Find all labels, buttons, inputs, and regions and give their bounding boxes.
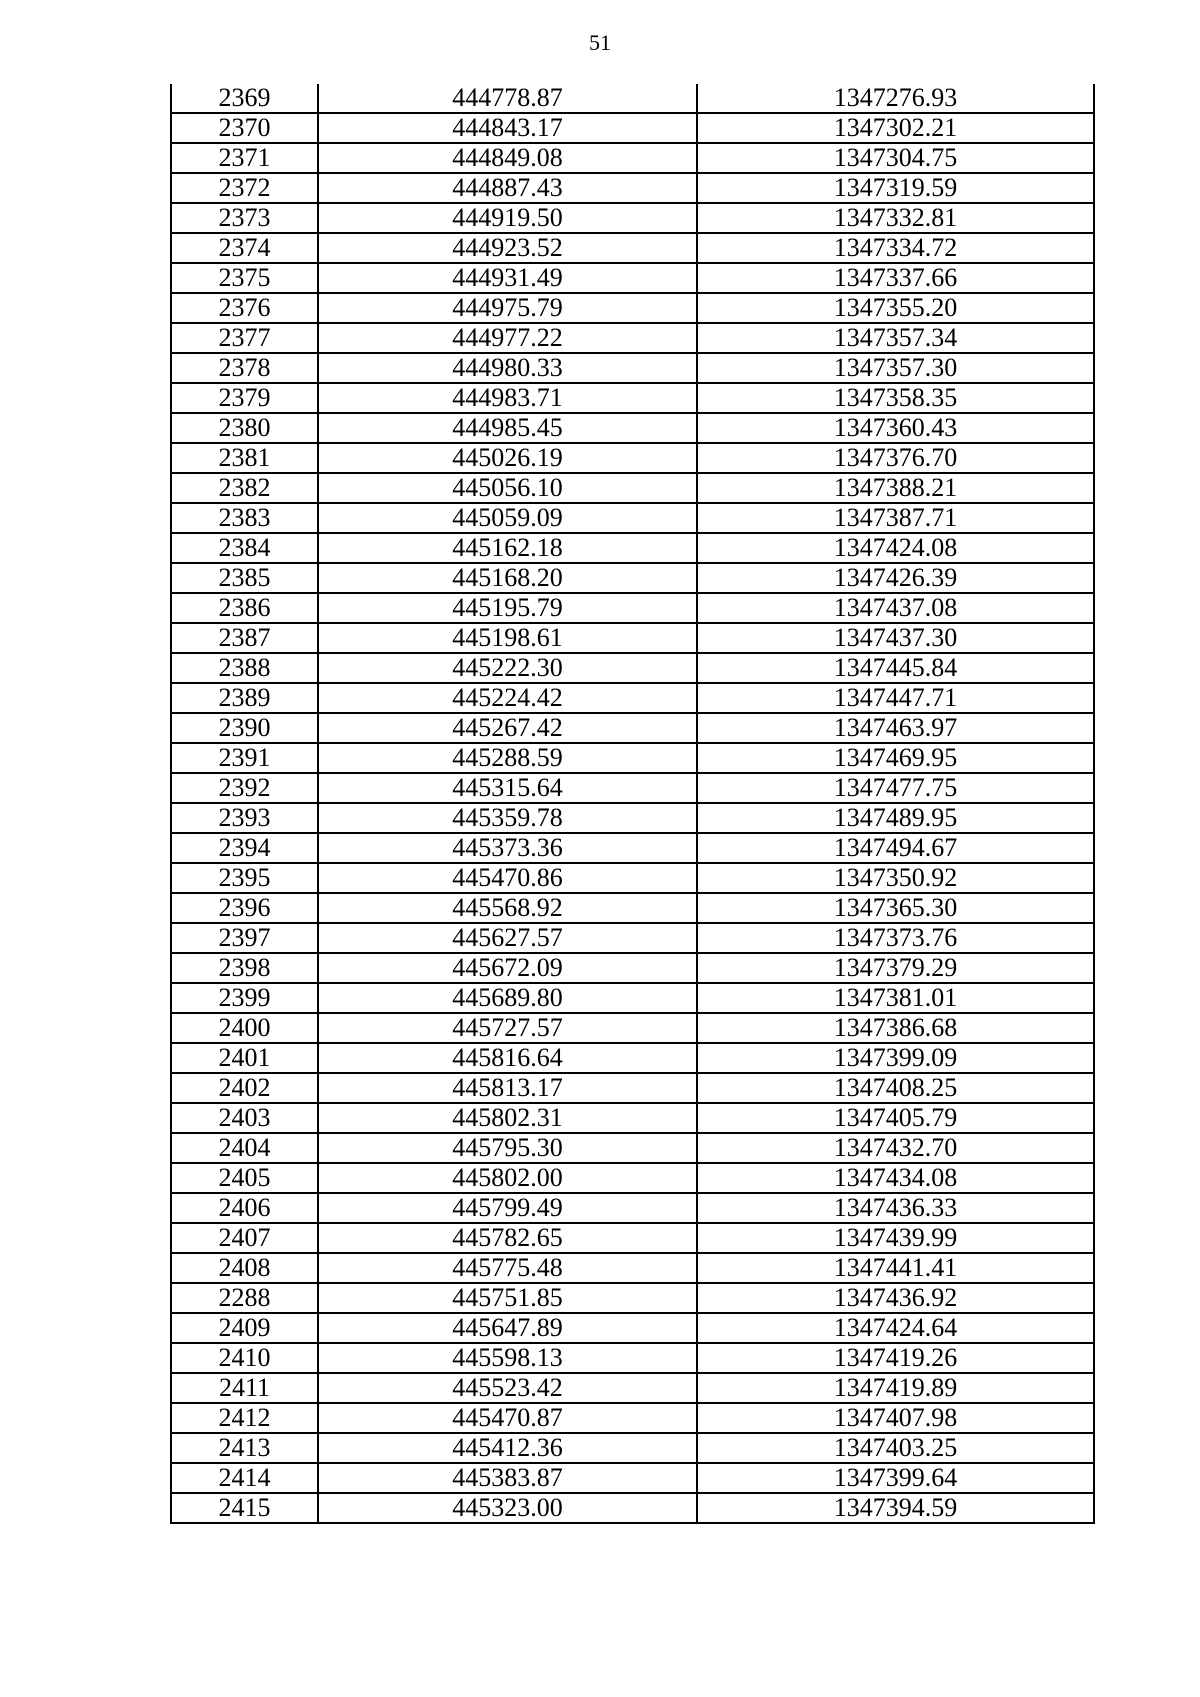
y-coordinate-cell: 1347357.34 <box>697 323 1094 353</box>
y-coordinate-cell: 1347399.64 <box>697 1463 1094 1493</box>
point-number-cell: 2390 <box>171 713 318 743</box>
x-coordinate-cell: 445323.00 <box>318 1493 697 1523</box>
point-number-cell: 2393 <box>171 803 318 833</box>
x-coordinate-cell: 445802.00 <box>318 1163 697 1193</box>
table-row <box>171 713 1094 743</box>
table-row <box>171 923 1094 953</box>
point-number-cell: 2376 <box>171 293 318 323</box>
y-coordinate-cell: 1347304.75 <box>697 143 1094 173</box>
table-row <box>171 1493 1094 1523</box>
y-coordinate-cell: 1347332.81 <box>697 203 1094 233</box>
x-coordinate-cell: 445222.30 <box>318 653 697 683</box>
point-number-cell: 2369 <box>171 84 318 113</box>
x-coordinate-cell: 445782.65 <box>318 1223 697 1253</box>
table-row <box>171 1343 1094 1373</box>
table-row <box>171 1403 1094 1433</box>
table-row <box>171 623 1094 653</box>
x-coordinate-cell: 444975.79 <box>318 293 697 323</box>
y-coordinate-cell: 1347408.25 <box>697 1073 1094 1103</box>
y-coordinate-cell: 1347373.76 <box>697 923 1094 953</box>
x-coordinate-cell: 445802.31 <box>318 1103 697 1133</box>
table-row <box>171 1043 1094 1073</box>
table-row <box>171 1073 1094 1103</box>
table-row <box>171 383 1094 413</box>
table-row <box>171 1223 1094 1253</box>
x-coordinate-cell: 445751.85 <box>318 1283 697 1313</box>
table-row <box>171 143 1094 173</box>
x-coordinate-cell: 445627.57 <box>318 923 697 953</box>
table-row <box>171 1313 1094 1343</box>
table-row <box>171 323 1094 353</box>
point-number-cell: 2407 <box>171 1223 318 1253</box>
point-number-cell: 2391 <box>171 743 318 773</box>
x-coordinate-cell: 444980.33 <box>318 353 697 383</box>
x-coordinate-cell: 445059.09 <box>318 503 697 533</box>
x-coordinate-cell: 444985.45 <box>318 413 697 443</box>
point-number-cell: 2400 <box>171 1013 318 1043</box>
point-number-cell: 2415 <box>171 1493 318 1523</box>
point-number-cell: 2382 <box>171 473 318 503</box>
point-number-cell: 2399 <box>171 983 318 1013</box>
table-row <box>171 1133 1094 1163</box>
table-row <box>171 263 1094 293</box>
table-row <box>171 983 1094 1013</box>
y-coordinate-cell: 1347437.08 <box>697 593 1094 623</box>
y-coordinate-cell: 1347434.08 <box>697 1163 1094 1193</box>
table-row <box>171 743 1094 773</box>
table-row <box>171 353 1094 383</box>
point-number-cell: 2375 <box>171 263 318 293</box>
x-coordinate-cell: 445598.13 <box>318 1343 697 1373</box>
y-coordinate-cell: 1347360.43 <box>697 413 1094 443</box>
x-coordinate-cell: 445373.36 <box>318 833 697 863</box>
x-coordinate-cell: 445470.87 <box>318 1403 697 1433</box>
page-number: 51 <box>589 30 611 55</box>
y-coordinate-cell: 1347357.30 <box>697 353 1094 383</box>
y-coordinate-cell: 1347424.64 <box>697 1313 1094 1343</box>
point-number-cell: 2410 <box>171 1343 318 1373</box>
x-coordinate-cell: 445195.79 <box>318 593 697 623</box>
x-coordinate-cell: 445056.10 <box>318 473 697 503</box>
y-coordinate-cell: 1347319.59 <box>697 173 1094 203</box>
y-coordinate-cell: 1347337.66 <box>697 263 1094 293</box>
y-coordinate-cell: 1347302.21 <box>697 113 1094 143</box>
point-number-cell: 2387 <box>171 623 318 653</box>
point-number-cell: 2409 <box>171 1313 318 1343</box>
y-coordinate-cell: 1347463.97 <box>697 713 1094 743</box>
table-row <box>171 503 1094 533</box>
point-number-cell: 2395 <box>171 863 318 893</box>
x-coordinate-cell: 444983.71 <box>318 383 697 413</box>
table-row <box>171 1433 1094 1463</box>
x-coordinate-cell: 445795.30 <box>318 1133 697 1163</box>
table-row <box>171 1193 1094 1223</box>
point-number-cell: 2373 <box>171 203 318 233</box>
table-row <box>171 1163 1094 1193</box>
x-coordinate-cell: 444887.43 <box>318 173 697 203</box>
x-coordinate-cell: 445315.64 <box>318 773 697 803</box>
point-number-cell: 2398 <box>171 953 318 983</box>
table-row <box>171 443 1094 473</box>
x-coordinate-cell: 445727.57 <box>318 1013 697 1043</box>
x-coordinate-cell: 444923.52 <box>318 233 697 263</box>
x-coordinate-cell: 445523.42 <box>318 1373 697 1403</box>
point-number-cell: 2385 <box>171 563 318 593</box>
y-coordinate-cell: 1347334.72 <box>697 233 1094 263</box>
table-row <box>171 203 1094 233</box>
x-coordinate-cell: 445267.42 <box>318 713 697 743</box>
point-number-cell: 2394 <box>171 833 318 863</box>
point-number-cell: 2388 <box>171 653 318 683</box>
x-coordinate-cell: 445799.49 <box>318 1193 697 1223</box>
x-coordinate-cell: 444778.87 <box>318 84 697 113</box>
y-coordinate-cell: 1347388.21 <box>697 473 1094 503</box>
y-coordinate-cell: 1347399.09 <box>697 1043 1094 1073</box>
x-coordinate-cell: 445383.87 <box>318 1463 697 1493</box>
point-number-cell: 2403 <box>171 1103 318 1133</box>
point-number-cell: 2378 <box>171 353 318 383</box>
x-coordinate-cell: 445689.80 <box>318 983 697 1013</box>
table-row <box>171 413 1094 443</box>
table-row <box>171 833 1094 863</box>
y-coordinate-cell: 1347419.89 <box>697 1373 1094 1403</box>
y-coordinate-cell: 1347355.20 <box>697 293 1094 323</box>
x-coordinate-cell: 444919.50 <box>318 203 697 233</box>
table-row <box>171 1103 1094 1133</box>
point-number-cell: 2412 <box>171 1403 318 1433</box>
x-coordinate-cell: 445168.20 <box>318 563 697 593</box>
table-row <box>171 593 1094 623</box>
table-row <box>171 803 1094 833</box>
y-coordinate-cell: 1347447.71 <box>697 683 1094 713</box>
x-coordinate-cell: 445816.64 <box>318 1043 697 1073</box>
x-coordinate-cell: 445288.59 <box>318 743 697 773</box>
y-coordinate-cell: 1347381.01 <box>697 983 1094 1013</box>
coordinates-table-body <box>171 84 1094 1523</box>
x-coordinate-cell: 445672.09 <box>318 953 697 983</box>
x-coordinate-cell: 445026.19 <box>318 443 697 473</box>
x-coordinate-cell: 444931.49 <box>318 263 697 293</box>
table-row <box>171 653 1094 683</box>
table-row <box>171 533 1094 563</box>
x-coordinate-cell: 445162.18 <box>318 533 697 563</box>
x-coordinate-cell: 444977.22 <box>318 323 697 353</box>
y-coordinate-cell: 1347439.99 <box>697 1223 1094 1253</box>
table-row <box>171 953 1094 983</box>
y-coordinate-cell: 1347424.08 <box>697 533 1094 563</box>
table-row <box>171 293 1094 323</box>
point-number-cell: 2408 <box>171 1253 318 1283</box>
y-coordinate-cell: 1347426.39 <box>697 563 1094 593</box>
table-row <box>171 683 1094 713</box>
y-coordinate-cell: 1347437.30 <box>697 623 1094 653</box>
table-row <box>171 893 1094 923</box>
table-row <box>171 1253 1094 1283</box>
point-number-cell: 2411 <box>171 1373 318 1403</box>
y-coordinate-cell: 1347407.98 <box>697 1403 1094 1433</box>
point-number-cell: 2371 <box>171 143 318 173</box>
x-coordinate-cell: 445775.48 <box>318 1253 697 1283</box>
table-row <box>171 84 1094 113</box>
point-number-cell: 2386 <box>171 593 318 623</box>
point-number-cell: 2389 <box>171 683 318 713</box>
y-coordinate-cell: 1347436.92 <box>697 1283 1094 1313</box>
y-coordinate-cell: 1347376.70 <box>697 443 1094 473</box>
point-number-cell: 2392 <box>171 773 318 803</box>
y-coordinate-cell: 1347477.75 <box>697 773 1094 803</box>
point-number-cell: 2414 <box>171 1463 318 1493</box>
x-coordinate-cell: 445647.89 <box>318 1313 697 1343</box>
y-coordinate-cell: 1347394.59 <box>697 1493 1094 1523</box>
x-coordinate-cell: 444849.08 <box>318 143 697 173</box>
table-row <box>171 863 1094 893</box>
point-number-cell: 2380 <box>171 413 318 443</box>
table-row <box>171 1373 1094 1403</box>
x-coordinate-cell: 445198.61 <box>318 623 697 653</box>
y-coordinate-cell: 1347379.29 <box>697 953 1094 983</box>
point-number-cell: 2405 <box>171 1163 318 1193</box>
point-number-cell: 2377 <box>171 323 318 353</box>
table-row <box>171 563 1094 593</box>
point-number-cell: 2406 <box>171 1193 318 1223</box>
y-coordinate-cell: 1347350.92 <box>697 863 1094 893</box>
table-row <box>171 473 1094 503</box>
x-coordinate-cell: 445224.42 <box>318 683 697 713</box>
y-coordinate-cell: 1347489.95 <box>697 803 1094 833</box>
table-row <box>171 1013 1094 1043</box>
y-coordinate-cell: 1347441.41 <box>697 1253 1094 1283</box>
y-coordinate-cell: 1347445.84 <box>697 653 1094 683</box>
y-coordinate-cell: 1347469.95 <box>697 743 1094 773</box>
point-number-cell: 2384 <box>171 533 318 563</box>
point-number-cell: 2397 <box>171 923 318 953</box>
table-row <box>171 233 1094 263</box>
table-row <box>171 1283 1094 1313</box>
y-coordinate-cell: 1347358.35 <box>697 383 1094 413</box>
y-coordinate-cell: 1347405.79 <box>697 1103 1094 1133</box>
y-coordinate-cell: 1347436.33 <box>697 1193 1094 1223</box>
x-coordinate-cell: 445412.36 <box>318 1433 697 1463</box>
x-coordinate-cell: 445568.92 <box>318 893 697 923</box>
point-number-cell: 2288 <box>171 1283 318 1313</box>
y-coordinate-cell: 1347386.68 <box>697 1013 1094 1043</box>
point-number-cell: 2404 <box>171 1133 318 1163</box>
point-number-cell: 2402 <box>171 1073 318 1103</box>
x-coordinate-cell: 445813.17 <box>318 1073 697 1103</box>
point-number-cell: 2374 <box>171 233 318 263</box>
coordinates-table <box>170 84 1095 1524</box>
y-coordinate-cell: 1347419.26 <box>697 1343 1094 1373</box>
y-coordinate-cell: 1347403.25 <box>697 1433 1094 1463</box>
x-coordinate-cell: 445470.86 <box>318 863 697 893</box>
y-coordinate-cell: 1347365.30 <box>697 893 1094 923</box>
x-coordinate-cell: 444843.17 <box>318 113 697 143</box>
point-number-cell: 2401 <box>171 1043 318 1073</box>
y-coordinate-cell: 1347276.93 <box>697 84 1094 113</box>
table-row <box>171 113 1094 143</box>
table-row <box>171 773 1094 803</box>
y-coordinate-cell: 1347387.71 <box>697 503 1094 533</box>
y-coordinate-cell: 1347494.67 <box>697 833 1094 863</box>
point-number-cell: 2370 <box>171 113 318 143</box>
table-row <box>171 1463 1094 1493</box>
point-number-cell: 2379 <box>171 383 318 413</box>
x-coordinate-cell: 445359.78 <box>318 803 697 833</box>
point-number-cell: 2383 <box>171 503 318 533</box>
y-coordinate-cell: 1347432.70 <box>697 1133 1094 1163</box>
point-number-cell: 2381 <box>171 443 318 473</box>
point-number-cell: 2413 <box>171 1433 318 1463</box>
point-number-cell: 2396 <box>171 893 318 923</box>
point-number-cell: 2372 <box>171 173 318 203</box>
table-row <box>171 173 1094 203</box>
